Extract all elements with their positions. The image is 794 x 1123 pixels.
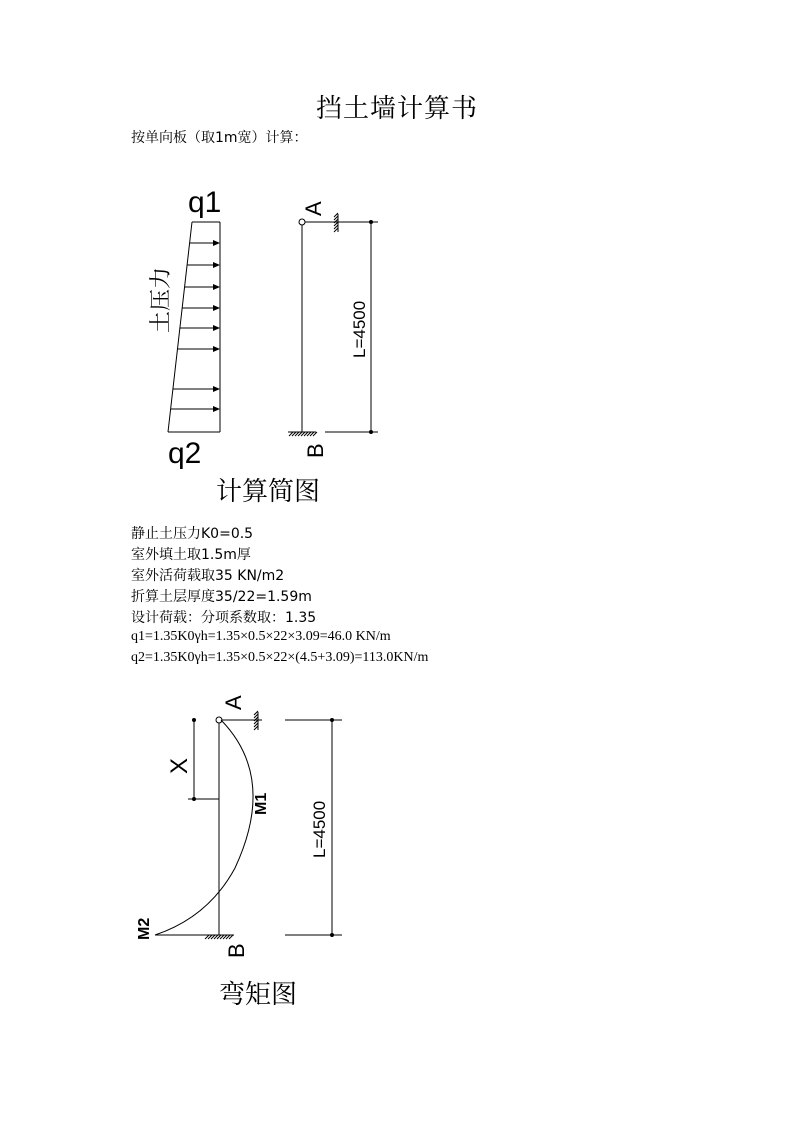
dim2-tick-top [330, 718, 334, 722]
q1-label: q1 [188, 186, 222, 219]
load-arrowhead-icon [213, 406, 220, 412]
length-label: L=4500 [350, 300, 369, 358]
moment-curve [155, 720, 253, 935]
load-arrowhead-icon [213, 346, 220, 352]
x-dim-tick-bottom [192, 797, 196, 801]
point-a-label: A [301, 201, 326, 216]
caption-calculation-diagram: 计算简图 [216, 477, 321, 507]
point-b-label: B [303, 443, 328, 458]
param-design-load: 设计荷载：分项系数取：1.35 [131, 610, 317, 626]
support-b-hatch-icon [289, 432, 317, 436]
dim2-tick-bottom [330, 933, 334, 937]
q2-label: q2 [168, 437, 202, 470]
param-live-load: 室外活荷载取35 KN/m2 [131, 568, 285, 584]
load-arrowhead-icon [213, 305, 220, 311]
m1-label: M1 [253, 792, 270, 815]
load-arrowhead-icon [213, 325, 220, 331]
pressure-label: 土压力 [149, 266, 174, 333]
load-arrowhead-icon [213, 240, 220, 246]
calculation-basis: 按单向板（取1m宽）计算： [131, 130, 308, 146]
hinge-a-icon [299, 219, 305, 225]
x-label: X [166, 757, 193, 774]
load-arrowhead-icon [213, 284, 220, 290]
support-b2-hatch-icon [205, 935, 233, 939]
param-fill: 室外填土取1.5m厚 [131, 547, 251, 563]
dim-tick-top [369, 220, 373, 224]
load-arrowhead-icon [213, 262, 220, 268]
param-equivalent-depth: 折算土层厚度35/22=1.59m [131, 589, 312, 605]
caption-moment-diagram: 弯矩图 [219, 980, 298, 1010]
param-q2-formula: q2=1.35K0γh=1.35×0.5×22×(4.5+3.09)=113.0KN/m [131, 650, 429, 665]
point-a2-label: A [221, 695, 246, 710]
dim-tick-bottom [369, 430, 373, 434]
point-b2-label: B [224, 943, 249, 958]
load-arrows [171, 240, 220, 412]
param-k0: 静止土压力K0=0.5 [131, 526, 254, 542]
param-q1-formula: q1=1.35K0γh=1.35×0.5×22×3.09=46.0 KN/m [131, 629, 391, 644]
document-title: 挡土墙计算书 [315, 94, 478, 124]
load-arrowhead-icon [213, 386, 220, 392]
length-label-2: L=4500 [310, 800, 329, 858]
m2-label: M2 [136, 917, 153, 940]
x-dim-tick-top [192, 718, 196, 722]
